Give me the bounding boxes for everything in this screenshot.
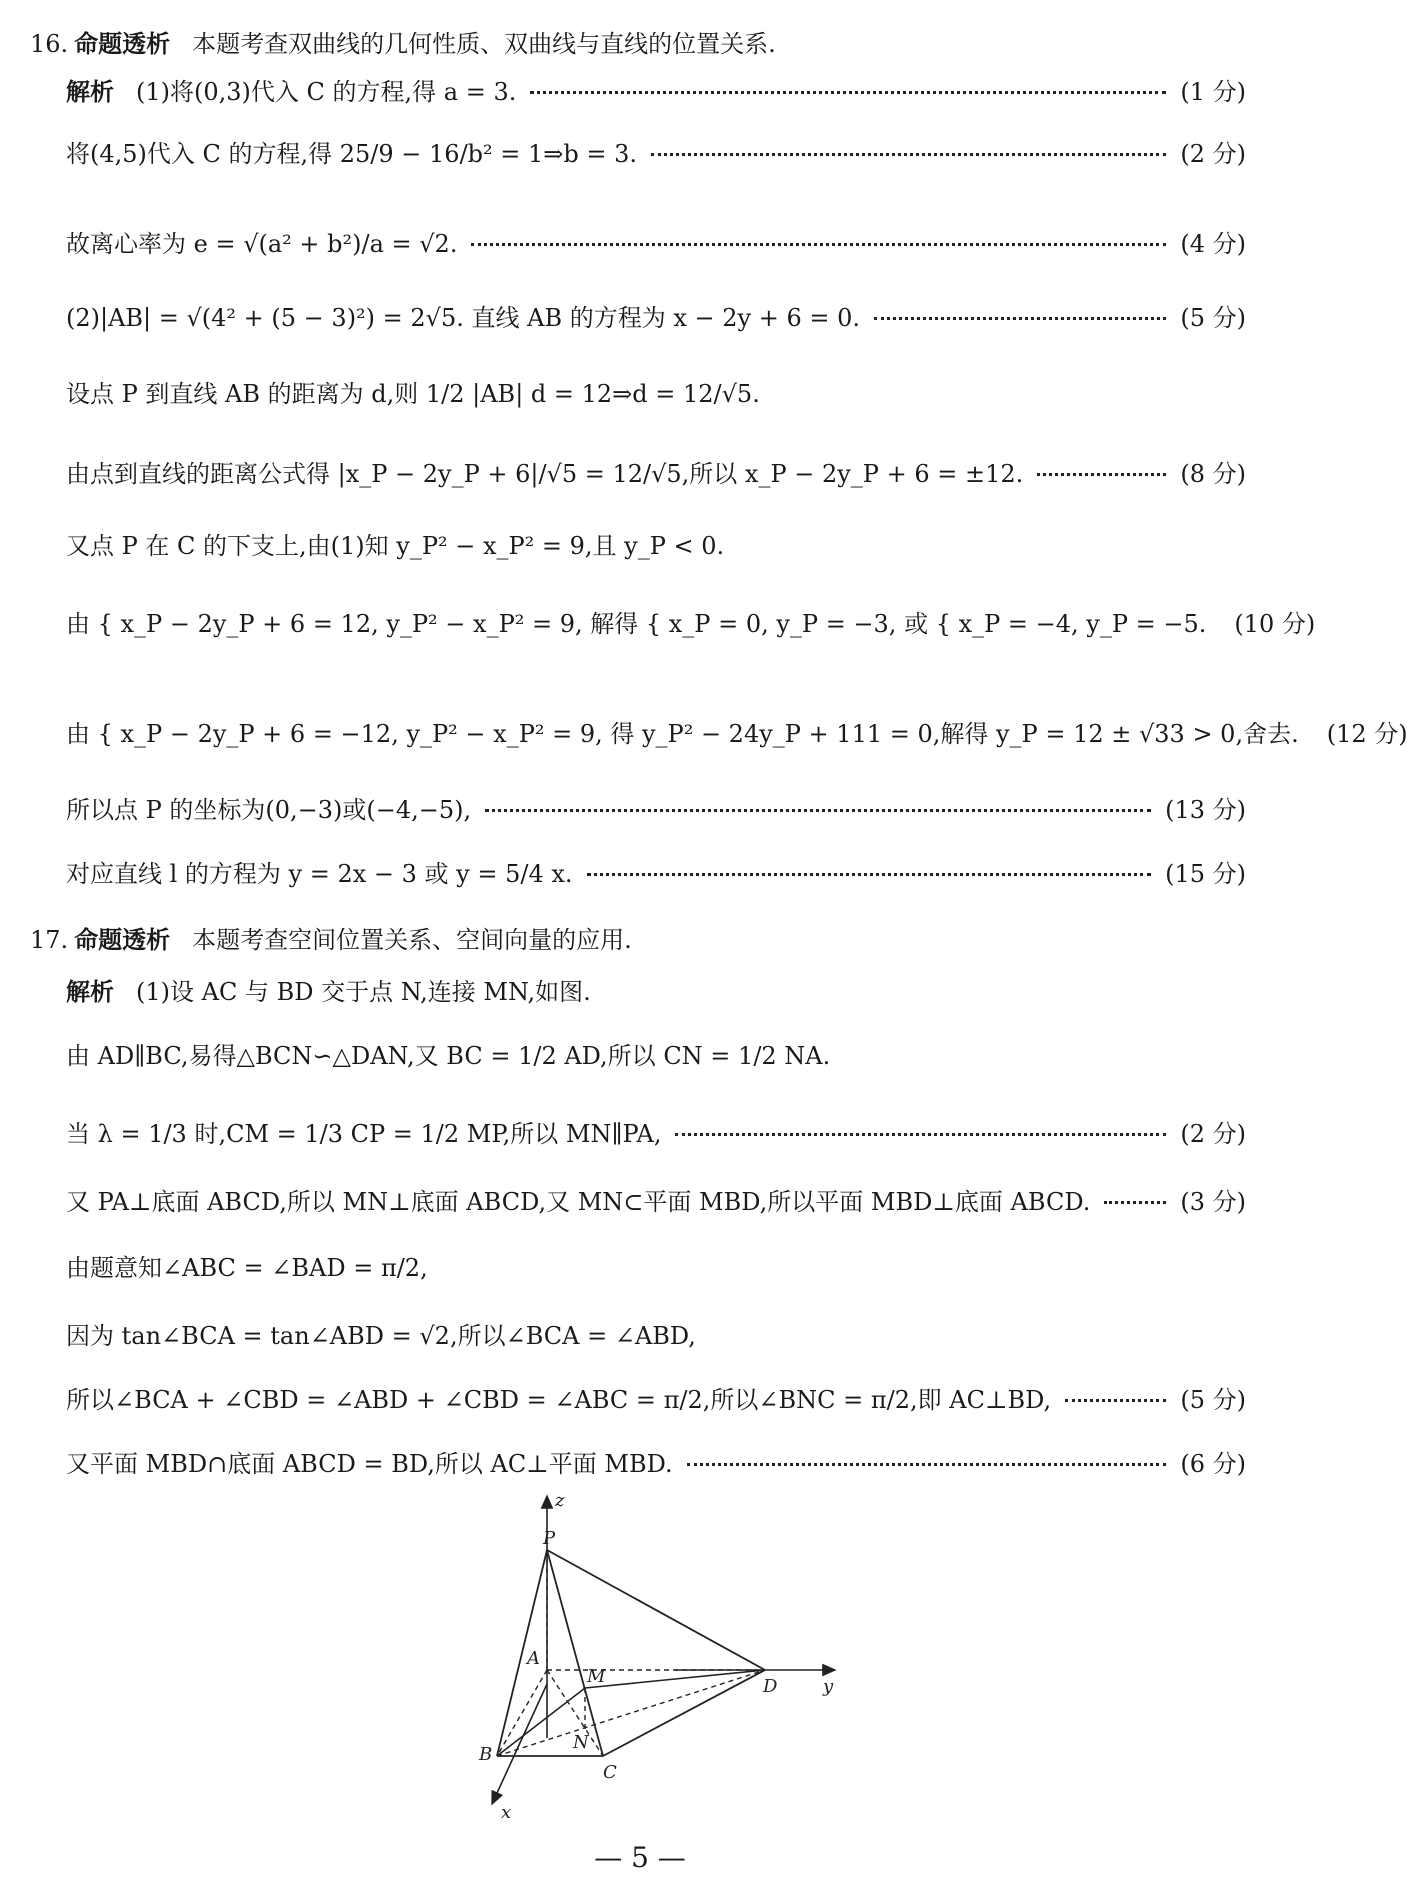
line-text: 对应直线 l 的方程为 y = 2x − 3 或 y = 5/4 x. bbox=[66, 860, 573, 888]
pyramid-diagram bbox=[475, 1488, 855, 1828]
problem-number: 17. bbox=[30, 926, 69, 954]
solution-line bbox=[66, 976, 1246, 1008]
solution-line bbox=[66, 1448, 1246, 1480]
score: (1 分) bbox=[1180, 78, 1246, 106]
solution-line bbox=[66, 1320, 1246, 1352]
label-z: z bbox=[555, 1490, 565, 1511]
score: (4 分) bbox=[1180, 230, 1246, 258]
line-text: 又平面 MBD∩底面 ABCD = BD,所以 AC⊥平面 MBD. bbox=[66, 1450, 673, 1478]
solution-line bbox=[66, 1384, 1246, 1416]
section-head: 解析 bbox=[66, 978, 114, 1006]
section-head: 命题透析 bbox=[74, 30, 171, 58]
leader-dots bbox=[874, 317, 1166, 320]
score: (12 分) bbox=[1326, 720, 1408, 748]
line-text: 由 AD∥BC,易得△BCN∽△DAN,又 BC = 1/2 AD,所以 CN = 1/2 NA. bbox=[66, 1042, 831, 1070]
line-text: (2)|AB| = √(4² + (5 − 3)²) = 2√5. 直线 AB 的方程为 x − 2y + 6 = 0. bbox=[66, 304, 860, 332]
leader-dots bbox=[1037, 473, 1166, 476]
solution-line bbox=[66, 76, 1246, 108]
line-text: 由点到直线的距离公式得 |x_P − 2y_P + 6|/√5 = 12/√5,所以 x_P − 2y_P + 6 = ±12. bbox=[66, 460, 1024, 488]
solution-line bbox=[66, 718, 1408, 750]
line-text: 设点 P 到直线 AB 的距离为 d,则 1/2 |AB| d = 12⇒d = 12/√5. bbox=[66, 380, 760, 408]
solution-line bbox=[66, 138, 1246, 170]
solution-line bbox=[66, 1118, 1246, 1150]
solution-line bbox=[66, 378, 1246, 410]
line-text: 又 PA⊥底面 ABCD,所以 MN⊥底面 ABCD,又 MN⊂平面 MBD,所以平面 MBD⊥底面 ABCD. bbox=[66, 1188, 1091, 1216]
solution-line bbox=[66, 530, 1246, 562]
solution-line bbox=[66, 1186, 1246, 1218]
score: (2 分) bbox=[1180, 140, 1246, 168]
solution-line bbox=[66, 858, 1246, 890]
score: (5 分) bbox=[1180, 1386, 1246, 1414]
score: (10 分) bbox=[1234, 610, 1316, 638]
problem-17-header bbox=[30, 924, 1246, 956]
label-P: P bbox=[543, 1528, 556, 1549]
edge-AB bbox=[497, 1670, 547, 1756]
solution-line bbox=[66, 794, 1246, 826]
leader-dots bbox=[485, 809, 1151, 812]
solution-line bbox=[66, 458, 1246, 490]
label-y: y bbox=[823, 1676, 834, 1697]
solution-line bbox=[66, 302, 1246, 334]
line-text: 将(4,5)代入 C 的方程,得 25/9 − 16/b² = 1⇒b = 3. bbox=[66, 140, 638, 168]
leader-dots bbox=[675, 1133, 1166, 1136]
label-N: N bbox=[573, 1732, 589, 1753]
label-D: D bbox=[763, 1676, 778, 1697]
problem-16-header bbox=[30, 28, 1246, 60]
line-text: (1)设 AC 与 BD 交于点 N,连接 MN,如图. bbox=[136, 978, 591, 1006]
label-B: B bbox=[479, 1744, 493, 1765]
label-x: x bbox=[501, 1802, 512, 1823]
leader-dots bbox=[1104, 1201, 1166, 1204]
score: (2 分) bbox=[1180, 1120, 1246, 1148]
leader-dots bbox=[687, 1463, 1167, 1466]
label-A: A bbox=[527, 1648, 540, 1669]
line-text: 所以点 P 的坐标为(0,−3)或(−4,−5), bbox=[66, 796, 472, 824]
page-number: — 5 — bbox=[594, 1841, 686, 1874]
line-text: 本题考查空间位置关系、空间向量的应用. bbox=[192, 926, 632, 954]
edge-PD bbox=[547, 1550, 765, 1670]
score: (5 分) bbox=[1180, 304, 1246, 332]
problem-number: 16. bbox=[30, 30, 69, 58]
label-M: M bbox=[587, 1666, 606, 1687]
score: (8 分) bbox=[1180, 460, 1246, 488]
score: (6 分) bbox=[1180, 1450, 1246, 1478]
leader-dots bbox=[1065, 1399, 1166, 1402]
line-text: 本题考查双曲线的几何性质、双曲线与直线的位置关系. bbox=[192, 30, 776, 58]
line-text: (1)将(0,3)代入 C 的方程,得 a = 3. bbox=[136, 78, 517, 106]
line-text: 由题意知∠ABC = ∠BAD = π/2, bbox=[66, 1254, 428, 1282]
line-text: 所以∠BCA + ∠CBD = ∠ABD + ∠CBD = ∠ABC = π/2,所以∠BNC = π/2,即 AC⊥BD, bbox=[66, 1386, 1052, 1414]
line-text: 故离心率为 e = √(a² + b²)/a = √2. bbox=[66, 230, 458, 258]
score: (13 分) bbox=[1165, 796, 1246, 824]
line-text: 当 λ = 1/3 时,CM = 1/3 CP = 1/2 MP,所以 MN∥PA, bbox=[66, 1120, 662, 1148]
solution-line bbox=[66, 1040, 1246, 1072]
leader-dots bbox=[587, 873, 1152, 876]
leader-dots bbox=[651, 153, 1166, 156]
leader-dots bbox=[530, 91, 1166, 94]
leader-dots bbox=[471, 243, 1166, 246]
score: (15 分) bbox=[1165, 860, 1246, 888]
label-C: C bbox=[603, 1762, 617, 1783]
line-text: 由 { x_P − 2y_P + 6 = 12, y_P² − x_P² = 9, 解得 { x_P = 0, y_P = −3, 或 { x_P = −4, y_P = −5. bbox=[66, 610, 1207, 638]
line-text: 因为 tan∠BCA = tan∠ABD = √2,所以∠BCA = ∠ABD, bbox=[66, 1322, 696, 1350]
section-head: 命题透析 bbox=[74, 926, 171, 954]
solution-line bbox=[66, 608, 1316, 640]
section-head: 解析 bbox=[66, 78, 114, 106]
solution-line bbox=[66, 228, 1246, 260]
line-text: 又点 P 在 C 的下支上,由(1)知 y_P² − x_P² = 9,且 y_P < 0. bbox=[66, 532, 725, 560]
score: (3 分) bbox=[1180, 1188, 1246, 1216]
edge-CD bbox=[603, 1670, 765, 1756]
line-text: 由 { x_P − 2y_P + 6 = −12, y_P² − x_P² = 9, 得 y_P² − 24y_P + 111 = 0,解得 y_P = 12 ± √33 > 0,舍去. bbox=[66, 720, 1299, 748]
solution-line bbox=[66, 1252, 1246, 1284]
